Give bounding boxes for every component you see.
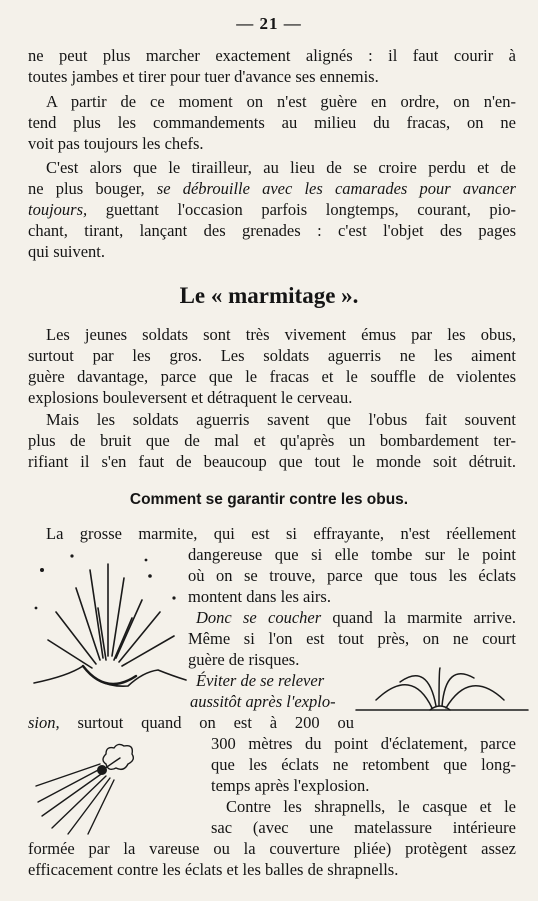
text-line: montent dans les airs. <box>188 587 331 606</box>
text-line: où on se trouve, parce que tous les éclats <box>188 566 516 585</box>
text-line <box>28 179 516 199</box>
text-line: plus de bruit que de mal et qu'après un bombardement ter- <box>28 431 516 450</box>
page-number: — 21 — <box>236 14 302 33</box>
text-line: ne peut plus marcher exactement alignés : il faut courir à <box>28 46 516 65</box>
text-line: formée par la vareuse ou la couverture pliée) protègent assez <box>28 839 516 858</box>
text-plain: ne plus bouger, <box>28 179 145 198</box>
section-title: Le « marmitage ». <box>179 283 359 308</box>
text-line: surtout par les gros. Les soldats aguerris ne les aiment <box>28 346 516 365</box>
text-plain: guettant l'occasion parfois longtemps, courant, pio- <box>105 200 516 219</box>
subsection-title: Comment se garantir contre les obus. <box>129 491 409 508</box>
shell-burst-illustration <box>28 548 188 698</box>
text-line: dangereuse que si elle tombe sur le point <box>188 545 516 564</box>
text-line: sac (avec une matelassure intérieure <box>211 818 516 837</box>
text-line: guère de risques. <box>188 650 300 669</box>
text-line: La grosse marmite, qui est si effrayante, n'est réellement <box>46 524 516 543</box>
text-plain: surtout quand on est à 200 ou <box>77 713 354 732</box>
text-line: Les jeunes soldats sont très vivement émus par les obus, <box>46 325 516 344</box>
text-line: qui suivent. <box>28 242 105 261</box>
text-line <box>196 608 516 628</box>
text-line-italic: aussitôt après l'explo- <box>190 692 336 711</box>
text-line: tend plus les commandements au milieu du fracas, on ne <box>28 113 516 132</box>
text-line: rifiant il s'en faut de beaucoup que tout le monde soit détruit. <box>28 452 516 471</box>
text-line: efficacement contre les éclats et les balles de shrapnells. <box>28 860 399 879</box>
text-line <box>28 200 516 220</box>
text-line: A partir de ce moment on n'est guère en ordre, on n'en- <box>46 92 516 111</box>
text-line: chant, tirant, lançant des grenades : c'est l'objet des pages <box>28 221 516 240</box>
text-line: temps après l'explosion. <box>211 776 370 795</box>
text-italic: se débrouille avec les camarades pour avancer <box>156 179 516 198</box>
text-italic: sion, <box>28 713 60 732</box>
text-italic: toujours, <box>28 200 88 219</box>
shrapnel-illustration <box>28 738 138 838</box>
text-line-italic: Éviter de se relever <box>196 671 325 690</box>
text-line: C'est alors que le tirailleur, au lieu de se croire perdu et de <box>46 158 516 177</box>
text-line: que les éclats ne retombent que long- <box>211 755 516 774</box>
text-plain: quand la marmite arrive. <box>332 608 517 627</box>
text-line: Même si l'on est tout près, on ne court <box>188 629 516 648</box>
text-line: Mais les soldats aguerris savent que l'obus fait souvent <box>46 410 516 429</box>
text-italic: Donc se coucher <box>196 608 322 627</box>
text-line: toutes jambes et tirer pour tuer d'avance ses ennemis. <box>28 67 379 86</box>
flat-explosion-illustration <box>354 660 530 720</box>
text-line: Contre les shrapnells, le casque et le <box>226 797 516 816</box>
text-line: voit pas toujours les chefs. <box>28 134 204 153</box>
text-line: explosions bouleversent et détraquent le cerveau. <box>28 388 353 407</box>
text-line: guère davantage, parce que le fracas et le souffle de violentes <box>28 367 516 386</box>
text-line: 300 mètres du point d'éclatement, parce <box>211 734 516 753</box>
text-line <box>28 713 354 733</box>
